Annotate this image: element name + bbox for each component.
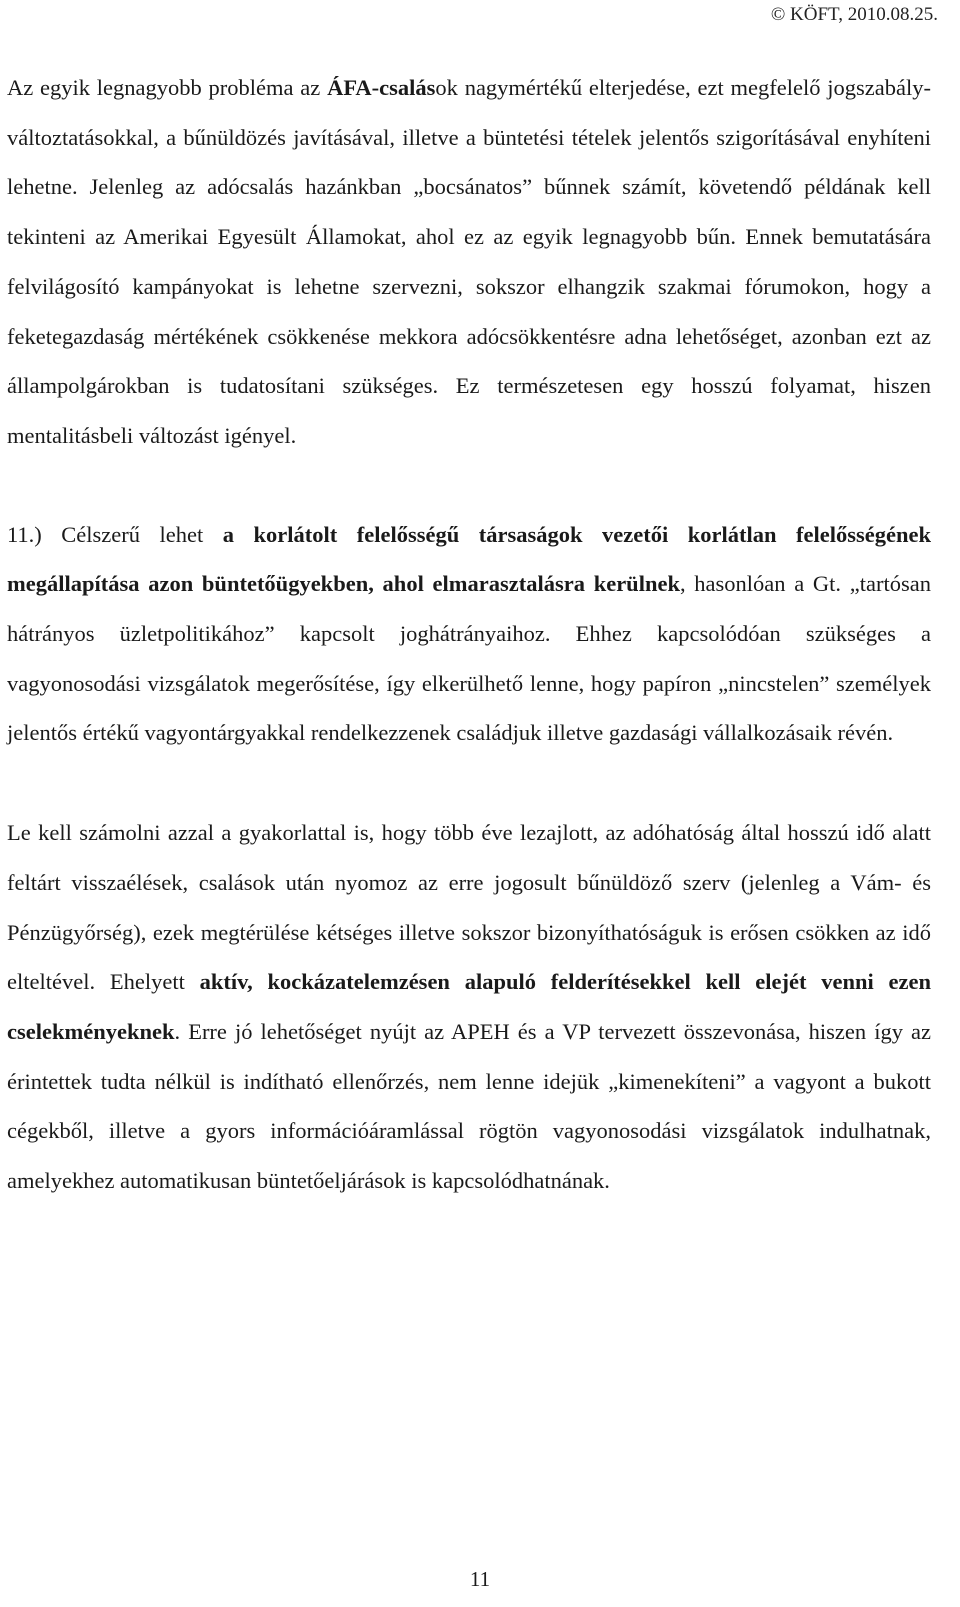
paragraph-2-text-end: , hasonlóan a Gt. „tartósan hátrányos üzletpolitikához” kapcsolt joghátrányaihoz. Ehhez kapcsolódóan szükséges a vagyonosodási vizsgálatok megerősítése, így elkerülhető lenne, hogy papíron „nincstelen” személyek jelentős értékű vagyontárgyakkal rendelkezzenek családjuk illetve gazdasági vállalkozásaik révén. [7,571,931,746]
paragraph-3-text-end: . Erre jó lehetőséget nyújt az APEH és a VP tervezett összevonása, hiszen így az érintettek tudta nélkül is indítható ellenőrzés, nem lenne idejük „kimenekíteni” a vagyont a bukott cégekből, illetve a gyors információáramlással rögtön vagyonosodási vizsgálatok indulhatnak, amelyekhez automatikusan büntetőeljárások is kapcsolódhatnának. [7,1018,931,1194]
paragraph-vat-fraud [7,63,931,461]
paragraph-1-bold-term: ÁFA-csalás [327,75,436,100]
paragraph-2-bold-statement: a korlátolt felelősségű társaságok vezetői korlátlan felelősségének megállapítása azon büntetőügyekben, ahol elmarasztalásra kerülnek [7,521,931,597]
paragraph-3-bold-statement: aktív, kockázatelemzésen alapuló felderítésekkel kell elejét venni ezen cselekményeknek [7,969,931,1044]
paragraph-1-text-end: ok nagymértékű elterjedése, ezt megfelelő jogszabály-változtatásokkal, a bűnüldözés javításával, illetve a büntetési tételek jelentős szigorításával enyhíteni lehetne. Jelenleg az adócsalás hazánkban „bocsánatos” bűnnek számít, követendő példának kell tekinteni az Amerikai Egyesült Államokat, ahol ez az egyik legnagyobb bűn. Ennek bemutatására felvilágosító kampányokat is lehetne szervezni, sokszor elhangzik szakmai fórumokon, hogy a feketegazdaság mértékének csökkenése mekkora adócsökkentésre adna lehetőséget, azonban ezt az állampolgárokban is tudatosítani szükséges. Ez természetesen egy hosszú folyamat, hiszen mentalitásbeli változást igényel. [7,75,931,448]
copyright-header: © KÖFT, 2010.08.25. [770,4,938,25]
document-body [7,63,931,1206]
paragraph-point-11 [7,510,931,759]
paragraph-investigation [7,808,931,1206]
paragraph-3-text-start: Le kell számolni azzal a gyakorlattal is, hogy több éve lezajlott, az adóhatóság által hosszú idő alatt feltárt visszaélések, csalások után nyomoz az erre jogosult bűnüldöző szerv (jelenleg a Vám- és Pénzügyőrség), ezek megtérülése kétséges illetve sokszor bizonyíthatóságuk is erősen csökken az idő elteltével. Ehelyett [7,820,931,995]
paragraph-spacer [7,758,931,808]
paragraph-spacer [7,461,931,510]
paragraph-1-text-start: Az egyik legnagyobb probléma az [7,75,328,100]
paragraph-2-text-start: 11.) Célszerű lehet [7,521,223,547]
page-number: 11 [469,1567,491,1591]
